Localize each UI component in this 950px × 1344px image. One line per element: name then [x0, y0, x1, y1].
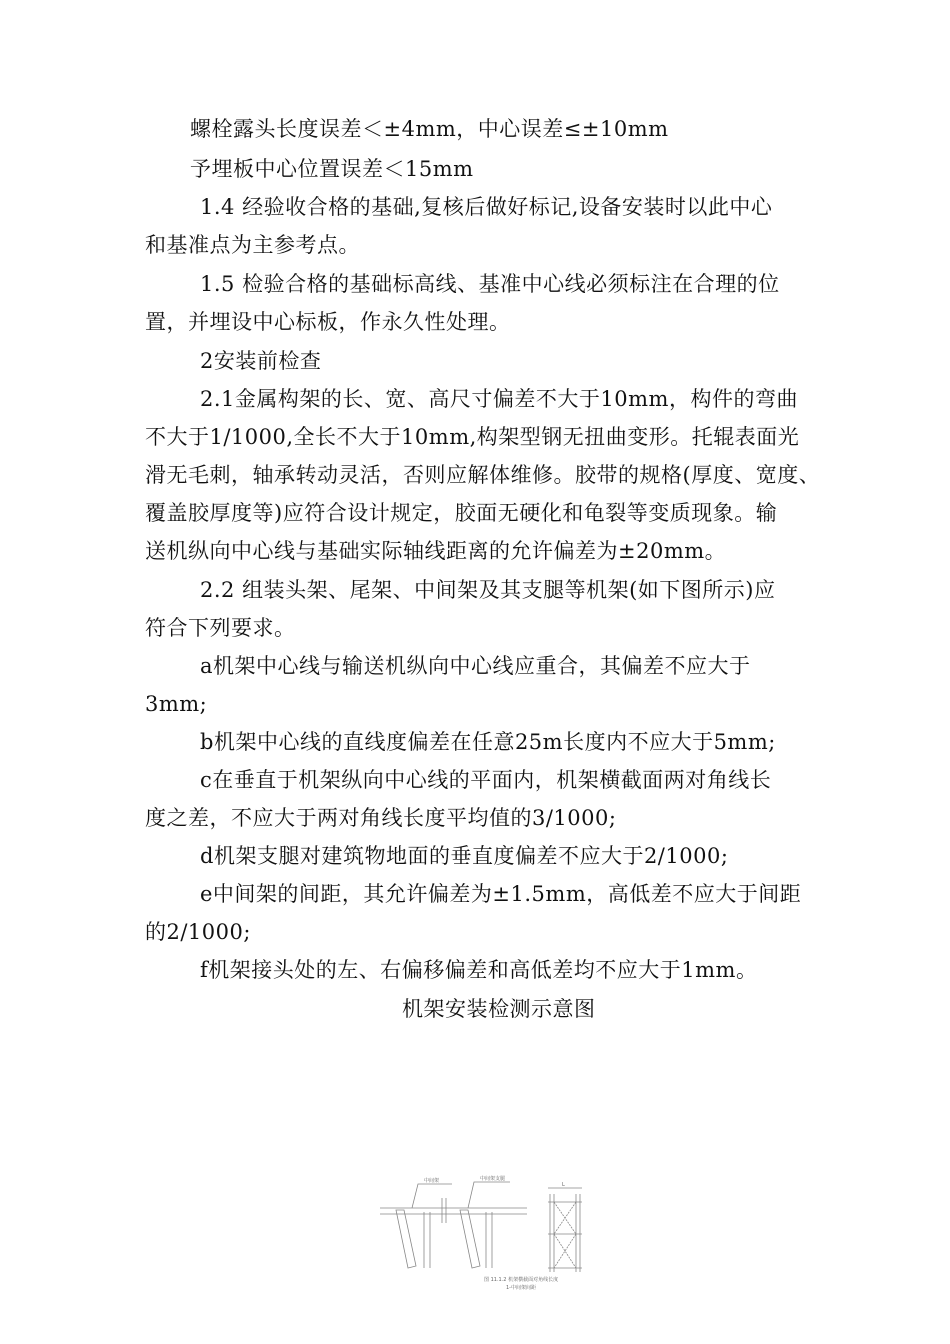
left-frame-leg: [396, 1210, 416, 1268]
paragraph-2-2-line1: 2.2 组装头架、尾架、中间架及其支腿等机架(如下图所示)应: [200, 578, 776, 602]
paragraph-2-1-line3: 滑无毛刺，轴承转动灵活，否则应解体维修。胶带的规格(厚度、宽度、: [145, 463, 821, 487]
paragraph-bolt-tolerance: 螺栓露头长度误差＜±4mm，中心误差≤±10mm: [190, 117, 669, 141]
requirement-a-line1: a机架中心线与输送机纵向中心线应重合，其偏差不应大于: [200, 654, 751, 678]
frame-installation-diagram: [372, 1168, 612, 1298]
paragraph-2-1-line2: 不大于1/1000,全长不大于10mm,构架型钢无扭曲变形。托辊表面光: [145, 425, 800, 449]
paragraph-1-4-line1: 1.4 经验收合格的基础,复核后做好标记,设备安装时以此中心: [200, 195, 773, 219]
label-middle-frame-leg: 中间架支腿: [480, 1176, 506, 1182]
paragraph-embedded-plate: 予埋板中心位置误差＜15mm: [190, 157, 474, 181]
requirement-e-line2: 的2/1000;: [145, 920, 251, 944]
dimension-label: L: [562, 1182, 565, 1188]
paragraph-2-1-line4: 覆盖胶厚度等)应符合设计规定，胶面无硬化和龟裂等变质现象。输: [145, 501, 778, 525]
figure-caption-line2: 1-中间架间距: [506, 1285, 536, 1291]
frame-diagram-svg: [372, 1168, 612, 1298]
paragraph-1-5-line2: 置，并埋设中心标板，作永久性处理。: [145, 310, 511, 334]
requirement-c-line2: 度之差，不应大于两对角线长度平均值的3/1000;: [145, 806, 617, 830]
section-heading-pre-install-check: 2安装前检查: [200, 349, 322, 373]
paragraph-2-2-line2: 符合下列要求。: [145, 616, 296, 640]
requirement-f: f机架接头处的左、右偏移偏差和高低差均不应大于1mm。: [200, 958, 758, 982]
paragraph-2-1-line1: 2.1金属构架的长、宽、高尺寸偏差不大于10mm，构件的弯曲: [200, 387, 798, 411]
paragraph-1-5-line1: 1.5 检验合格的基础标高线、基准中心线必须标注在合理的位: [200, 272, 780, 296]
paragraph-1-4-line2: 和基准点为主参考点。: [145, 233, 360, 257]
requirement-c-line1: c在垂直于机架纵向中心线的平面内，机架横截面两对角线长: [200, 768, 772, 792]
figure-caption-line1: 图 11.1.2 机架横截面对角线长度: [484, 1277, 559, 1283]
paragraph-2-1-line5: 送机纵向中心线与基础实际轴线距离的允许偏差为±20mm。: [145, 539, 727, 563]
middle-frame-leg: [460, 1210, 480, 1268]
label-leader-2: [468, 1182, 510, 1208]
requirement-e-line1: e中间架的间距，其允许偏差为±1.5mm，高低差不应大于间距: [200, 882, 802, 906]
requirement-a-line2: 3mm;: [145, 692, 208, 716]
figure-title: 机架安装检测示意图: [402, 997, 596, 1021]
requirement-b: b机架中心线的直线度偏差在任意25m长度内不应大于5mm;: [200, 730, 776, 754]
requirement-d: d机架支腿对建筑物地面的垂直度偏差不应大于2/1000;: [200, 844, 729, 868]
label-middle-frame: 中间架: [424, 1178, 440, 1184]
